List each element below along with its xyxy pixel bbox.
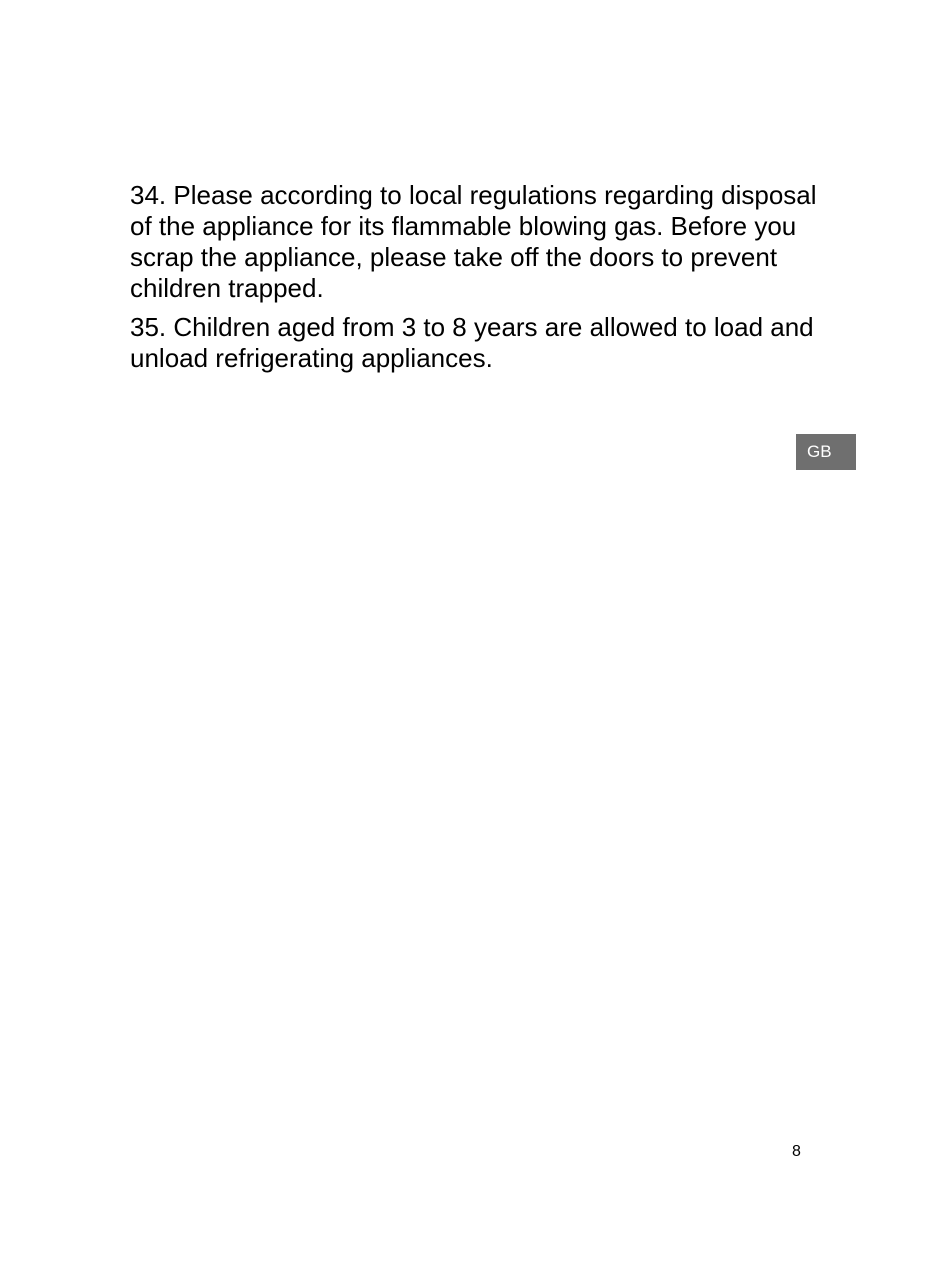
page-number: 8 <box>792 1143 801 1160</box>
paragraph-34: 34. Please according to local regulations regarding disposal of the appliance for its flammable blowing gas. Before you scrap the appliance, please take off the doors to prevent children trapped. <box>130 180 817 303</box>
paragraph-35: 35. Children aged from 3 to 8 years are allowed to load and unload refrigerating appliances. <box>130 312 814 373</box>
language-tab: GB <box>796 434 856 470</box>
page-body <box>130 180 830 382</box>
